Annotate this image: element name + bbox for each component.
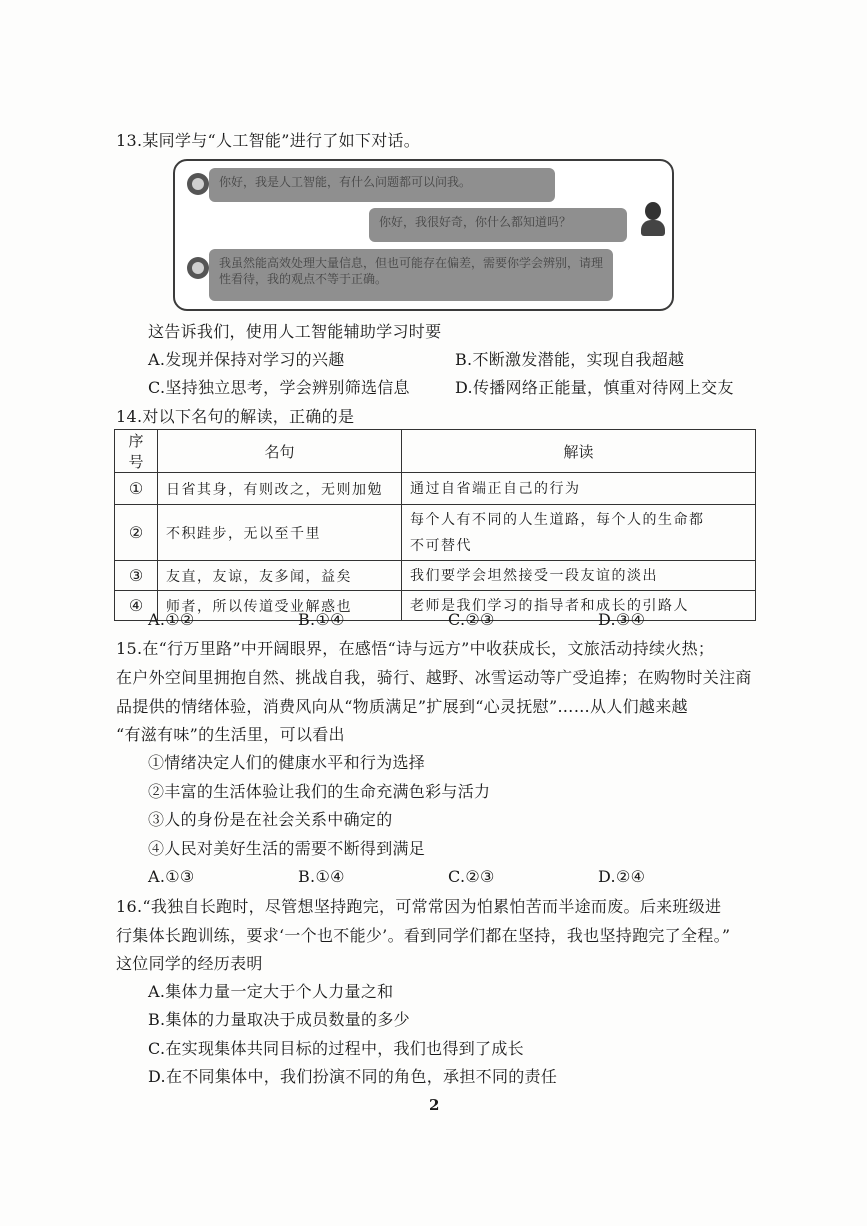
ai-avatar-icon (187, 257, 209, 279)
row-quote: 友直，友谅，友多闻，益矣 (158, 561, 402, 591)
table-row (115, 561, 756, 591)
q16-stem-line: 行集体长跑训练，要求‘一个也不能少’。看到同学们都在坚持，我也坚持跑完了全程。” (116, 926, 731, 945)
table-row (115, 473, 756, 505)
q13-stem: 13.某同学与“人工智能”进行了如下对话。 (116, 131, 421, 150)
q15-item: ①情绪决定人们的健康水平和行为选择 (148, 753, 426, 772)
user-avatar-icon (641, 202, 665, 238)
header-no: 序号 (115, 430, 158, 473)
q14-option-b: B.①④ (298, 610, 345, 629)
q13-option-d: D.传播网络正能量，慎重对待网上交友 (455, 378, 734, 397)
q14-option-a: A.①② (148, 610, 195, 629)
row-no: ① (115, 473, 158, 505)
row-reading: 我们要学会坦然接受一段友谊的淡出 (402, 561, 756, 591)
q13-option-c: C.坚持独立思考，学会辨别筛选信息 (148, 378, 410, 397)
table-row (115, 505, 756, 561)
q15-stem-line: 在户外空间里拥抱自然、挑战自我，骑行、越野、冰雪运动等广受追捧；在购物时关注商 (116, 668, 752, 687)
q16-option-b: B.集体的力量取决于成员数量的多少 (148, 1010, 410, 1029)
q14-stem: 14.对以下名句的解读，正确的是 (116, 407, 355, 426)
table-header-row (115, 430, 756, 473)
row-no: ② (115, 505, 158, 561)
row-quote: 不积跬步，无以至千里 (158, 505, 402, 561)
header-quote: 名句 (158, 430, 402, 473)
q15-item: ④人民对美好生活的需要不断得到满足 (148, 839, 426, 858)
quote-table (114, 429, 756, 621)
q15-option-c: C.②③ (448, 867, 495, 886)
row-quote: 师者，所以传道受业解惑也 (158, 591, 402, 621)
header-reading: 解读 (402, 430, 756, 473)
q16-option-a: A.集体力量一定大于个人力量之和 (148, 982, 394, 1001)
q16-option-d: D.在不同集体中，我们扮演不同的角色，承担不同的责任 (148, 1067, 558, 1086)
q16-option-c: C.在实现集体共同目标的过程中，我们也得到了成长 (148, 1039, 524, 1058)
table-row (115, 591, 756, 621)
user-message-bubble: 你好，我很好奇，你什么都知道吗？ (369, 208, 627, 242)
q15-option-b: B.①④ (298, 867, 345, 886)
q14-option-d: D.③④ (598, 610, 646, 629)
page-number: 2 (429, 1096, 440, 1114)
q13-option-a: A.发现并保持对学习的兴趣 (148, 350, 345, 369)
q15-stem-line: 15.在“行万里路”中开阔眼界，在感悟“诗与远方”中收获成长，文旅活动持续火热； (116, 639, 715, 658)
q15-stem-line: “有滋有味”的生活里，可以看出 (116, 725, 345, 744)
row-reading-line-2: 不可替代 (410, 537, 472, 554)
q14-option-c: C.②③ (448, 610, 495, 629)
q15-option-d: D.②④ (598, 867, 646, 886)
q13-option-b: B.不断激发潜能，实现自我超越 (455, 350, 685, 369)
q15-item: ③人的身份是在社会关系中确定的 (148, 810, 393, 829)
row-reading (402, 505, 756, 561)
q15-stem-line: 品提供的情绪体验，消费风向从“物质满足”扩展到“心灵抚慰”……从人们越来越 (116, 697, 688, 716)
ai-message-bubble: 你好，我是人工智能，有什么问题都可以问我。 (209, 168, 555, 202)
q16-stem-line: 16.“我独自长跑时，尽管想坚持跑完，可常常因为怕累怕苦而半途而废。后来班级进 (116, 897, 722, 916)
row-quote: 日省其身，有则改之，无则加勉 (158, 473, 402, 505)
row-reading: 老师是我们学习的指导者和成长的引路人 (402, 591, 756, 621)
q16-stem-line: 这位同学的经历表明 (116, 954, 263, 973)
q15-option-a: A.①③ (148, 867, 195, 886)
ai-avatar-icon (187, 173, 209, 195)
chat-dialog-box (173, 159, 674, 311)
q15-item: ②丰富的生活体验让我们的生命充满色彩与活力 (148, 782, 491, 801)
row-reading: 通过自省端正自己的行为 (402, 473, 756, 505)
row-reading-line-1: 每个人有不同的人生道路，每个人的生命都 (410, 511, 705, 528)
ai-message-bubble: 我虽然能高效处理大量信息，但也可能存在偏差，需要你学会辨别，请理性看待，我的观点不等于正确。 (209, 249, 613, 301)
row-no: ③ (115, 561, 158, 591)
row-no: ④ (115, 591, 158, 621)
q13-prompt: 这告诉我们，使用人工智能辅助学习时要 (148, 322, 442, 341)
